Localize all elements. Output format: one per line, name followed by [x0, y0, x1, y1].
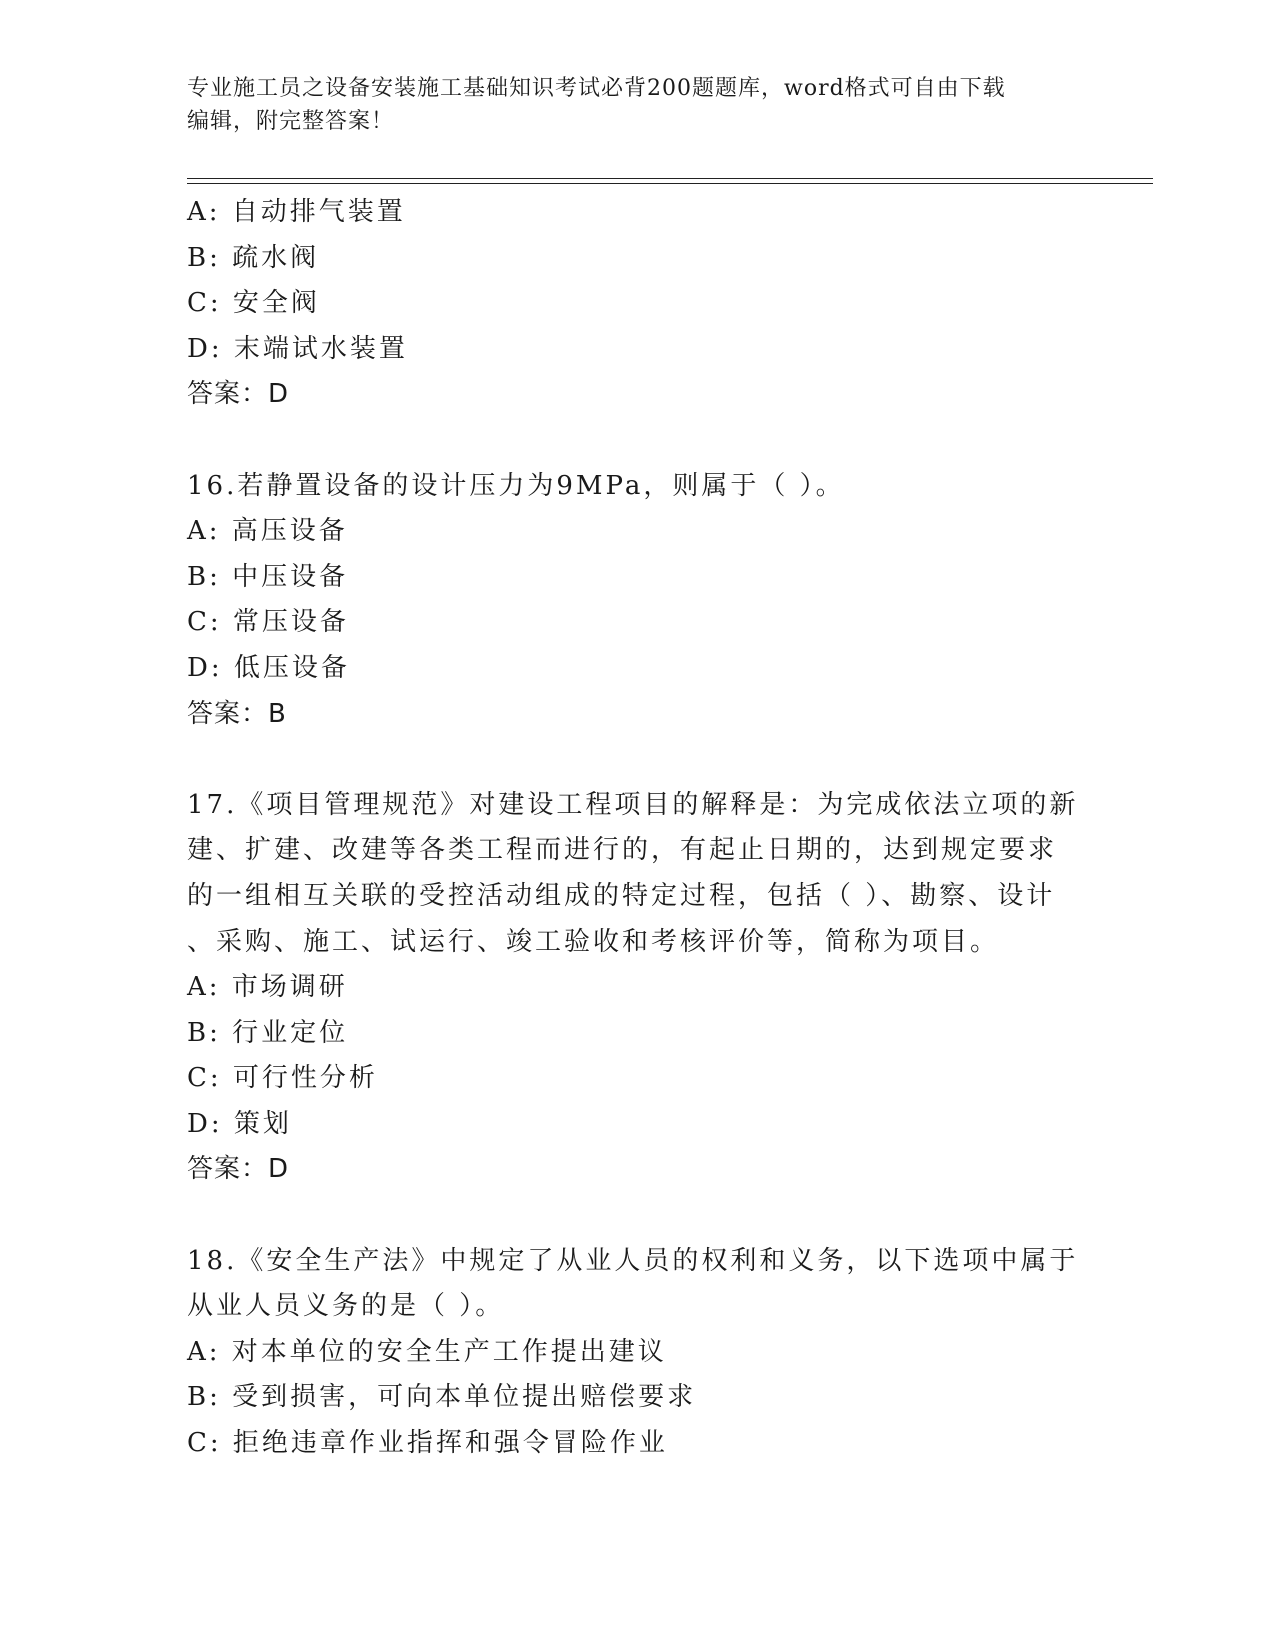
answer-line: 答案：B [187, 698, 287, 729]
answer-line: 答案：D [187, 379, 290, 410]
header-title-line-1: 专业施工员之设备安装施工基础知识考试必背200题题库，word格式可自由下载 [187, 76, 1006, 101]
question-stem-line: 从业人员义务的是（ ）。 [187, 1291, 505, 1322]
option-d: D: 策划 [187, 1108, 292, 1139]
header-divider-bottom [187, 183, 1153, 184]
question-15-options [187, 190, 1087, 418]
option-c: C: 拒绝违章作业指挥和强令冒险作业 [187, 1428, 668, 1459]
option-b: B: 受到损害，可向本单位提出赔偿要求 [187, 1382, 697, 1413]
question-stem: 16.若静置设备的设计压力为9MPa，则属于（ ）。 [187, 470, 845, 501]
spacer [187, 418, 1087, 464]
option-c: C: 可行性分析 [187, 1063, 378, 1094]
question-list [187, 190, 1087, 1467]
question-stem-line: 18.《安全生产法》中规定了从业人员的权利和义务，以下选项中属于 [187, 1245, 1079, 1276]
question-stem-line: 17.《项目管理规范》对建设工程项目的解释是：为完成依法立项的新 [187, 789, 1079, 820]
option-c: C: 常压设备 [187, 607, 349, 638]
question-stem-line: 、采购、施工、试运行、竣工验收和考核评价等，简称为项目。 [187, 926, 1000, 957]
option-a: A: 自动排气装置 [187, 197, 406, 227]
question-16 [187, 464, 1087, 738]
option-b: B: 行业定位 [187, 1017, 349, 1048]
question-18 [187, 1239, 1087, 1467]
question-stem-line: 建、扩建、改建等各类工程而进行的，有起止日期的，达到规定要求 [187, 835, 1058, 866]
option-d: D: 低压设备 [187, 652, 350, 683]
header-divider-top [187, 178, 1153, 179]
option-b: B: 疏水阀 [187, 242, 320, 273]
option-a: A: 高压设备 [187, 516, 348, 547]
question-17 [187, 783, 1087, 1193]
question-stem-line: 的一组相互关联的受控活动组成的特定过程，包括（ ）、勘察、设计 [187, 880, 1056, 911]
spacer [187, 737, 1087, 783]
answer-line: 答案：D [187, 1154, 290, 1185]
option-c: C: 安全阀 [187, 288, 320, 319]
spacer [187, 1193, 1087, 1239]
option-d: D: 末端试水装置 [187, 333, 408, 364]
header-title-line-2: 编辑，附完整答案！ [187, 109, 395, 134]
option-a: A: 对本单位的安全生产工作提出建议 [187, 1336, 667, 1367]
option-b: B: 中压设备 [187, 561, 349, 592]
document-header [187, 72, 1087, 138]
option-a: A: 市场调研 [187, 972, 348, 1003]
